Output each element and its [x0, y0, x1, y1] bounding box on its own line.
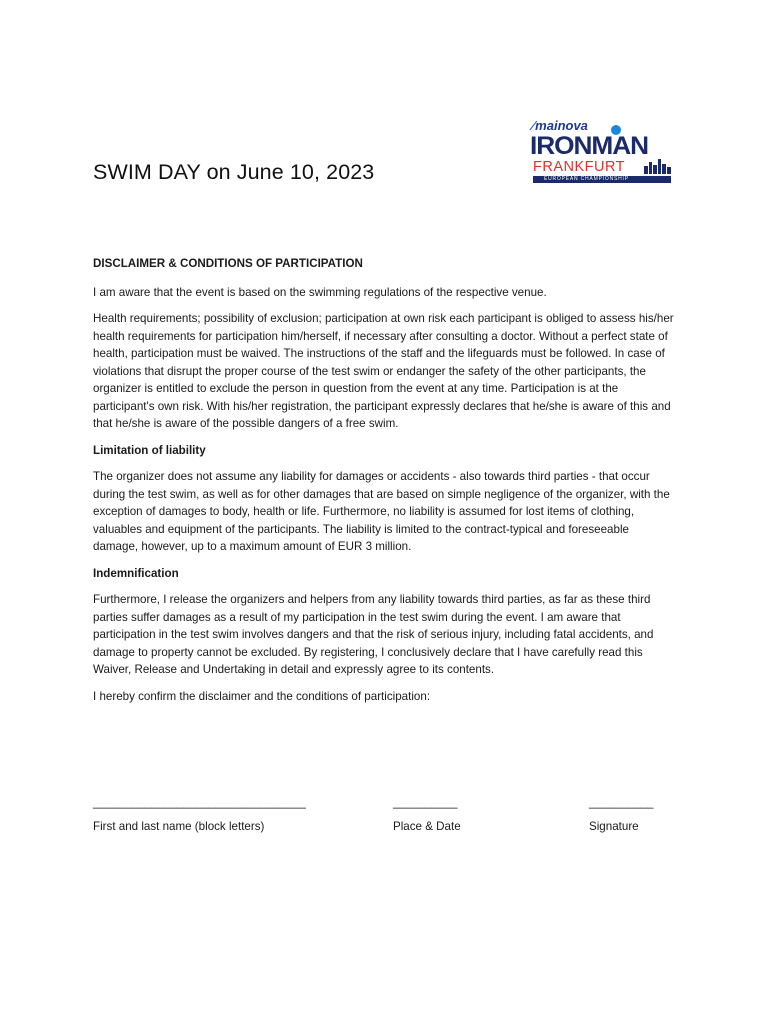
name-line: _________________________________: [93, 796, 306, 809]
skyline-icon: [644, 158, 672, 174]
name-label: First and last name (block letters): [93, 820, 265, 833]
place-date-line: __________: [393, 796, 458, 809]
logo-brand: IRONMAN: [530, 132, 649, 160]
signature-field[interactable]: [589, 796, 653, 833]
name-field[interactable]: [93, 796, 306, 833]
logo-city: FRANKFURT: [533, 159, 626, 175]
logo-subtitle: EUROPEAN CHAMPIONSHIP: [544, 176, 629, 182]
liability-paragraph: The organizer does not assume any liability for damages or accidents - also towards third parties - that occur during the test swim, as well as for other damages that are based on simple negligence of the organizer, with the exception of damages to body, health or life. Furthermore, no liability is assumed for lost items of clothing, valuables and equipment of the participants. The liability is limited to the contract-typical and foreseeable damage, however, up to a maximum amount of EUR 3 million.: [93, 470, 670, 553]
signature-line: __________: [589, 796, 654, 809]
signature-label: Signature: [589, 820, 639, 833]
intro-paragraph: I am aware that the event is based on the swimming regulations of the respective venue.: [93, 285, 547, 299]
health-paragraph: Health requirements; possibility of exclusion; participation at own risk each participant is obliged to assess his/her health requirements for participation him/herself, if necessary after consulting a doctor. Without a perfect state of health, participation must be waived. The instructions of the staff and the lifeguards must be followed. In case of violations that disrupt the proper course of the test swim or endanger the safety of the other participants, the organizer is entitled to exclude the person in question from the event at any time. Participation is at the participant's own risk. With his/her registration, the participant expressly declares that he/she is aware of this and that he/she is aware of the possible dangers of a free swim.: [93, 312, 674, 430]
page-title: SWIM DAY on June 10, 2023: [93, 160, 375, 184]
indemnification-heading: Indemnification: [93, 566, 179, 580]
place-date-field[interactable]: [393, 796, 461, 833]
logo-sponsor: ⁄mainova: [532, 118, 588, 133]
indemnification-paragraph: Furthermore, I release the organizers and helpers from any liability towards third parties, as far as these third parties suffer damages as a result of my participation in the test swim during the event. I am aware that participation in the test swim involves dangers and that the risk of serious injury, including fatal accidents, and damage to property cannot be excluded. By registering, I conclusively declare that I have carefully read this Waiver, Release and Undertaking in detail and expressly agree to its contents.: [93, 593, 654, 676]
ironman-frankfurt-logo: [530, 118, 678, 190]
signature-row: [93, 796, 677, 846]
confirmation-text: I hereby confirm the disclaimer and the conditions of participation:: [93, 689, 431, 703]
section-heading: DISCLAIMER & CONDITIONS OF PARTICIPATION: [93, 257, 363, 270]
place-date-label: Place & Date: [393, 820, 461, 833]
document-body: [93, 255, 677, 714]
liability-heading: Limitation of liability: [93, 443, 206, 457]
